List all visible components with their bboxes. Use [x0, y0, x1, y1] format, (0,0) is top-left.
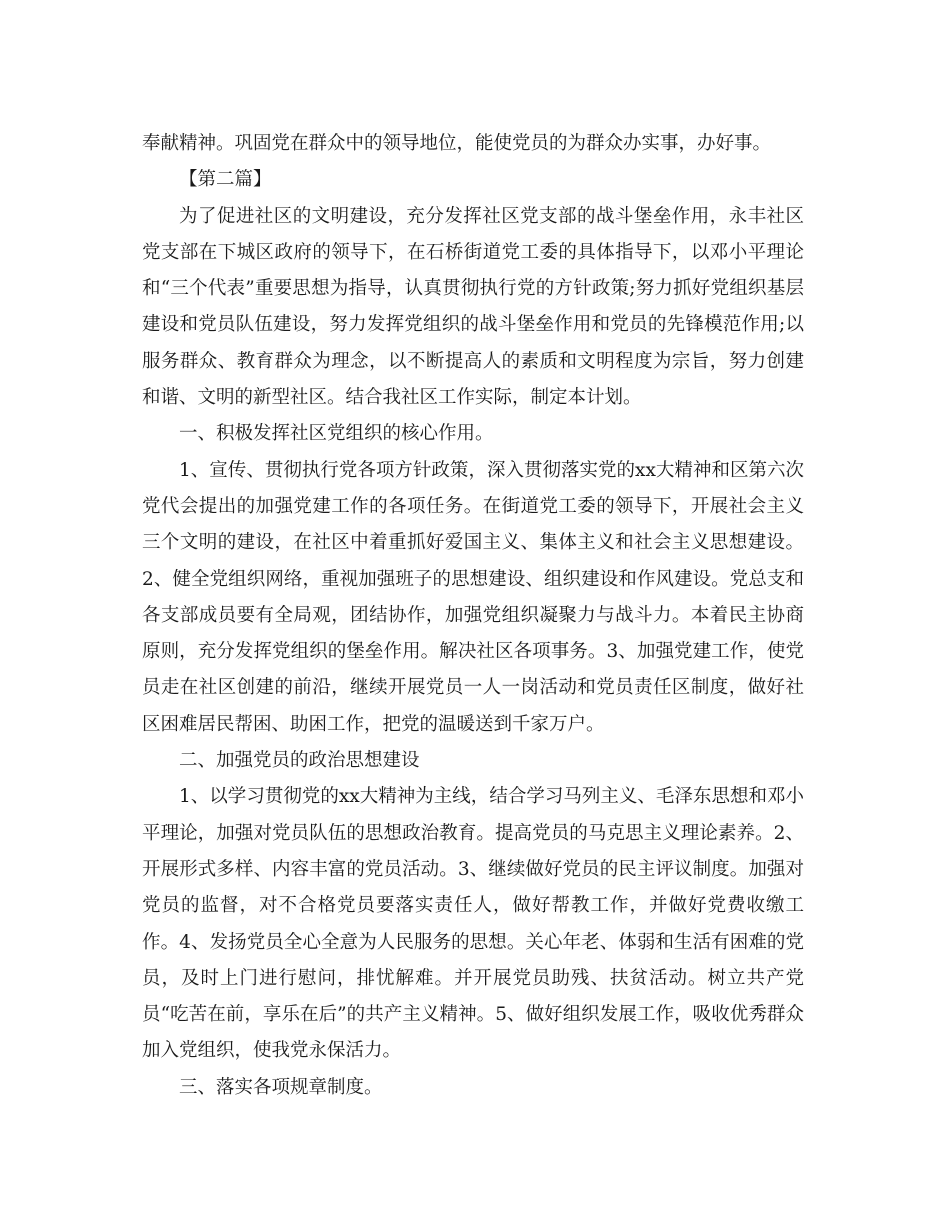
paragraph-section-two-body: 1、以学习贯彻党的xx大精神为主线，结合学习马列主义、毛泽东思想和邓小平理论，加强对党员队伍的思想政治教育。提高党员的马克思主义理论素养。2、开展形式多样、内容丰富的党员活动。3、继续做好党员的民主评议制度。加强对党员的监督，对不合格党员要落实责任人，做好帮教工作，并做好党费收缴工作。4、发扬党员全心全意为人民服务的思想。关心年老、体弱和生活有困难的党员，及时上门进行慰问，排忧解难。并开展党员助残、扶贫活动。树立共产党员“吃苦在前，享乐在后”的共产主义精神。5、做好组织发展工作，吸收优秀群众加入党组织，使我党永保活力。 — [142, 786, 804, 1062]
heading-section-one: 一、积极发挥社区党组织的核心作用。 — [179, 423, 494, 445]
heading-section-three: 三、落实各项规章制度。 — [179, 1076, 383, 1098]
section-title-second-part: 【第二篇】 — [179, 169, 272, 191]
paragraph-section-one-body: 1、宣传、贯彻执行党各项方针政策，深入贯彻落实党的xx大精神和区第六次党代会提出的加强党建工作的各项任务。在街道党工委的领导下，开展社会主义三个文明的建设，在社区中着重抓好爱国主义、集体主义和社会主义思想建设。2、健全党组织网络，重视加强班子的思想建设、组织建设和作风建设。党总支和各支部成员要有全局观，团结协作，加强党组织凝聚力与战斗力。本着民主协商原则，充分发挥党组织的堡垒作用。解决社区各项事务。3、加强党建工作，使党员走在社区创建的前沿，继续开展党员一人一岗活动和党员责任区制度，做好社区困难居民帮困、助困工作，把党的温暖送到千家万户。 — [142, 459, 804, 735]
heading-section-two: 二、加强党员的政治思想建设 — [179, 750, 420, 772]
paragraph-intro: 为了促进社区的文明建设，充分发挥社区党支部的战斗堡垒作用，永丰社区党支部在下城区政府的领导下，在石桥街道党工委的具体指导下，以邓小平理论和“三个代表”重要思想为指导，认真贯彻执行党的方针政策;努力抓好党组织基层建设和党员队伍建设，努力发挥党组织的战斗堡垒作用和党员的先锋模范作用;以服务群众、教育群众为理念，以不断提高人的素质和文明程度为宗旨，努力创建和谐、文明的新型社区。结合我社区工作实际，制定本计划。 — [142, 205, 804, 409]
paragraph-continuation: 奉献精神。巩固党在群众中的领导地位，能使党员的为群众办实事，办好事。 — [142, 133, 772, 154]
document-body — [142, 126, 804, 1106]
